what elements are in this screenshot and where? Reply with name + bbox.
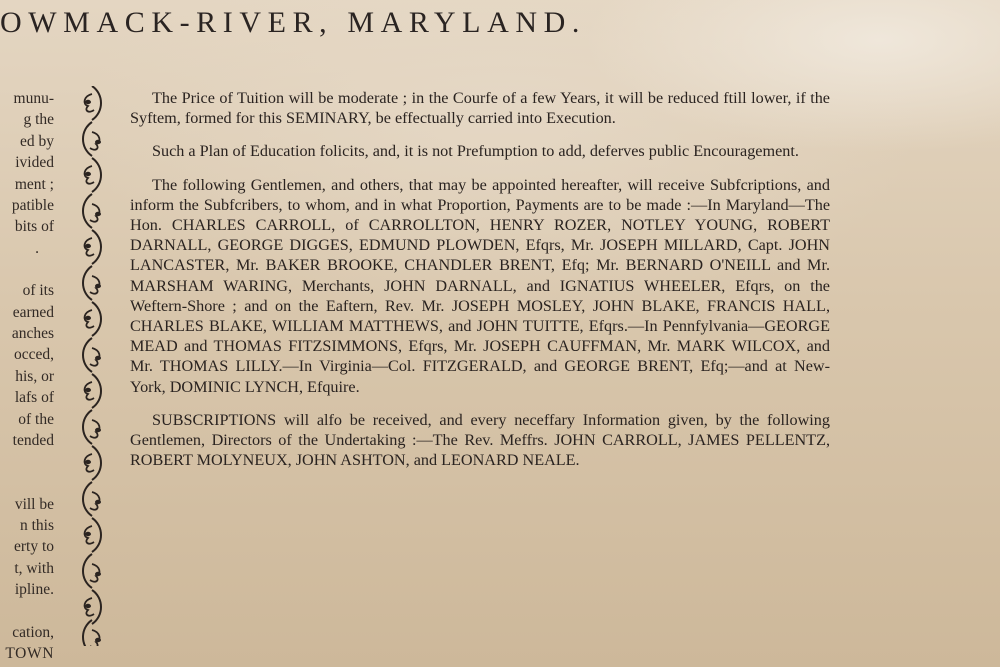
- fragment-gap: [0, 601, 54, 622]
- fragment-line: of the: [18, 410, 54, 428]
- fragment-gap: [0, 452, 54, 473]
- fragment-line: ipline.: [14, 581, 54, 599]
- fragment-gap: [0, 259, 54, 280]
- fragment-line: occed,: [13, 346, 54, 364]
- fragment-line: his, or: [15, 367, 54, 385]
- paragraph-gentlemen: The following Gentlemen, and others, that may be appointed hereafter, will receive Subfcriptions, and inform the Subfcribers, to whom, and in what Proportion, Payments are to be made :—In Maryland—The Hon. CHARLES CARROLL, of CARROLLTON, HENRY ROZER, NOTLEY YOUNG, ROBERT DARNALL, GEORGE DIGGES, EDMUND PLOWDEN, Efqrs, Mr. JOSEPH MILLARD, Capt. JOHN LANCASTER, Mr. BAKER BROOKE, CHANDLER BRENT, Efq; Mr. BERNARD O'NEILL and Mr. MARSHAM WARING, Merchants, JOHN DARNALL, and IGNATIUS WHEELER, Efqrs, on the Weftern-Shore ; and on the Eaftern, Rev. Mr. JOSEPH MOSLEY, JOHN BLAKE, FRANCIS HALL, CHARLES BLAKE, WILLIAM MATTHEWS, and JOHN TUITTE, Efqrs.—In Pennfylvania—GEORGE MEAD and THOMAS FITZSIMMONS, Efqrs, Mr. JOSEPH CAUFFMAN, Mr. MARK WILCOX, and Mr. THOMAS LILLY.—In Virginia—Col. FITZGERALD, and GEORGE BRENT, Efq;—and at New-York, DOMINIC LYNCH, Efquire.: [130, 175, 830, 396]
- headline: OWMACK-RIVER, MARYLAND.: [0, 6, 586, 39]
- document-body: [130, 88, 830, 483]
- fragment-line: TOWN: [5, 644, 54, 662]
- paragraph-subscriptions: SUBSCRIPTIONS will alfo be received, and every neceffary Information given, by the following Gentlemen, Directors of the Undertaking :—The Rev. Meffrs. JOHN CARROLL, JAMES PELLENTZ, ROBERT MOLYNEUX, JOHN ASHTON, and LEONARD NEALE.: [130, 410, 830, 470]
- fragment-line: ivided: [15, 154, 54, 172]
- fragment-line: n this: [19, 516, 54, 534]
- fragment-line: t, with: [14, 559, 54, 577]
- fragment-line: munu-: [13, 90, 54, 107]
- fragment-line: tended: [12, 432, 54, 450]
- vine-border-icon: [74, 86, 110, 646]
- fragment-line: bits of: [14, 218, 54, 236]
- paragraph-plan: Such a Plan of Education folicits, and, it is not Prefumption to add, deferves public Encouragement.: [152, 142, 799, 161]
- fragment-line: erty to: [13, 538, 54, 556]
- fragment-gap: [0, 473, 54, 494]
- fragment-line: ed by: [19, 132, 54, 150]
- fragment-line: .: [35, 239, 39, 257]
- fragment-line: lafs of: [14, 389, 54, 407]
- fragment-line: g the: [23, 111, 54, 129]
- fragment-line: earned: [12, 303, 54, 321]
- fragment-line: cation,: [12, 623, 54, 641]
- fragment-line: anches: [11, 325, 54, 343]
- paragraph-tuition: The Price of Tuition will be moderate ; in the Courfe of a few Years, it will be reduced ftill lower, if the Syftem, formed for this SEMINARY, be effectually carried into Execution.: [130, 89, 830, 128]
- left-column-fragments: [0, 88, 54, 664]
- fragment-line: vill be: [14, 495, 54, 513]
- fragment-line: ment ;: [14, 175, 54, 193]
- fragment-line: patible: [11, 197, 54, 215]
- fragment-line: of its: [22, 282, 54, 300]
